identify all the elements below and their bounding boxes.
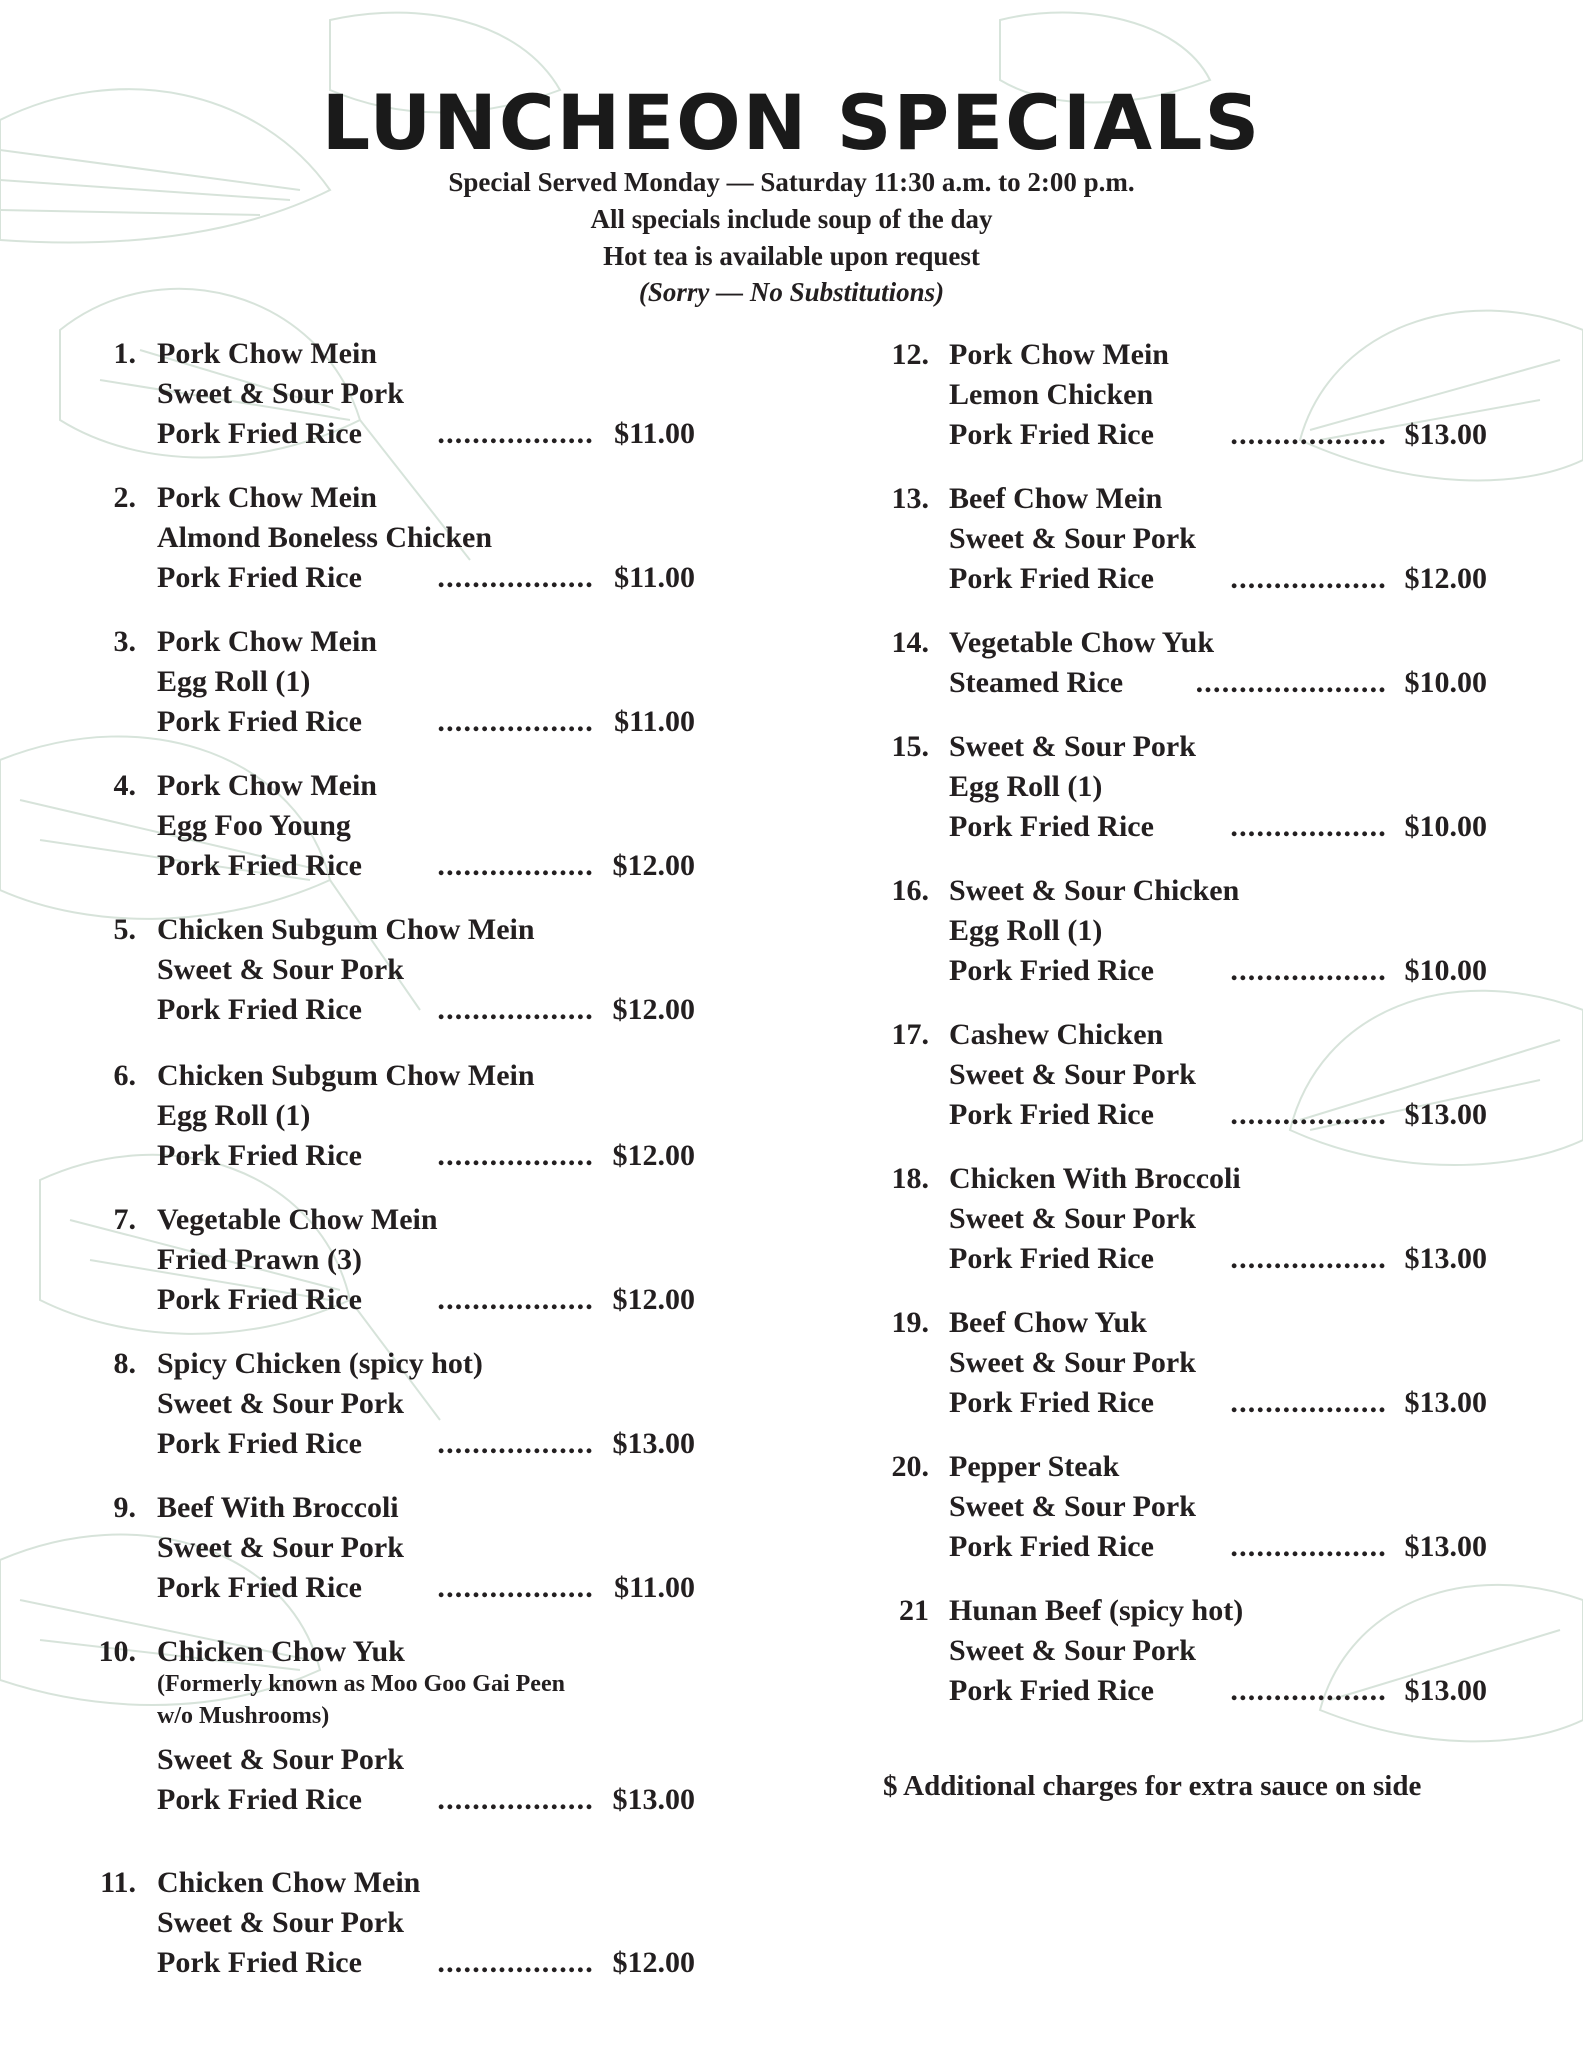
item-rice: Pork Fried Rice	[949, 1530, 1154, 1563]
item-number: 13.	[891, 482, 929, 515]
dot-leader: ..................	[1230, 418, 1387, 451]
item-side-dish: Sweet & Sour Pork	[949, 1058, 1196, 1091]
item-price: $13.00	[1404, 418, 1487, 451]
item-number: 19.	[891, 1306, 929, 1339]
item-number: 17.	[891, 1018, 929, 1051]
item-name: Spicy Chicken (spicy hot)	[157, 1347, 483, 1380]
item-number: 12.	[891, 338, 929, 371]
subtitle-no-substitutions: (Sorry — No Substitutions)	[638, 277, 945, 307]
item-side-dish: Egg Roll (1)	[949, 914, 1103, 947]
item-side-dish: Almond Boneless Chicken	[157, 521, 493, 554]
item-price: $11.00	[614, 561, 695, 594]
dot-leader: ..................	[1230, 1098, 1387, 1131]
item-number: 6.	[113, 1059, 136, 1092]
item-rice: Pork Fried Rice	[157, 1571, 362, 1604]
item-number: 8.	[113, 1347, 136, 1380]
dot-leader: ..................	[437, 417, 594, 450]
dot-leader: ..................	[437, 1427, 594, 1460]
item-rice: Pork Fried Rice	[157, 417, 362, 450]
item-rice: Pork Fried Rice	[949, 1386, 1154, 1419]
item-price: $11.00	[614, 1571, 695, 1604]
item-number: 2.	[113, 481, 136, 514]
item-side-dish: Sweet & Sour Pork	[949, 1346, 1196, 1379]
item-name: Sweet & Sour Chicken	[949, 874, 1240, 907]
dot-leader: ..................	[1230, 810, 1387, 843]
item-number: 1.	[113, 337, 136, 370]
dot-leader: ..................	[1230, 1386, 1387, 1419]
item-side-dish: Fried Prawn (3)	[157, 1243, 362, 1276]
item-side-dish: Sweet & Sour Pork	[157, 377, 404, 410]
item-price: $13.00	[1404, 1386, 1487, 1419]
dot-leader: ..................	[1230, 1530, 1387, 1563]
item-price: $12.00	[612, 1283, 695, 1316]
item-price: $12.00	[612, 993, 695, 1026]
item-price: $10.00	[1404, 810, 1487, 843]
dot-leader: ..................	[437, 1283, 594, 1316]
item-rice: Pork Fried Rice	[949, 1098, 1154, 1131]
dot-leader: ..................	[437, 1571, 594, 1604]
item-price: $10.00	[1404, 954, 1487, 987]
item-price: $11.00	[614, 705, 695, 738]
item-number: 18.	[891, 1162, 929, 1195]
item-number: 15.	[891, 730, 929, 763]
item-side-dish: Sweet & Sour Pork	[949, 1490, 1196, 1523]
item-name: Beef With Broccoli	[157, 1491, 399, 1524]
item-name: Pork Chow Mein	[949, 338, 1169, 371]
item-note: w/o Mushrooms)	[157, 1703, 330, 1729]
item-price: $12.00	[612, 849, 695, 882]
dot-leader: ..................	[437, 849, 594, 882]
item-name: Chicken Chow Yuk	[157, 1635, 405, 1668]
item-number: 14.	[891, 626, 929, 659]
dot-leader: ..................	[437, 1139, 594, 1172]
item-number: 11.	[100, 1866, 136, 1899]
item-side-dish: Sweet & Sour Pork	[157, 1387, 404, 1420]
item-price: $12.00	[612, 1139, 695, 1172]
item-side-dish: Sweet & Sour Pork	[157, 1906, 404, 1939]
item-number: 9.	[113, 1491, 136, 1524]
item-price: $13.00	[1404, 1098, 1487, 1131]
page-title: LUNCHEON SPECIALS	[321, 78, 1262, 167]
item-note: (Formerly known as Moo Goo Gai Peen	[157, 1671, 565, 1697]
item-number: 16.	[891, 874, 929, 907]
dot-leader: ..................	[437, 1946, 594, 1979]
item-rice: Pork Fried Rice	[157, 1283, 362, 1316]
dot-leader: ..................	[437, 1783, 594, 1816]
dot-leader: ..................	[1230, 954, 1387, 987]
item-rice: Pork Fried Rice	[949, 562, 1154, 595]
item-name: Vegetable Chow Yuk	[949, 626, 1215, 659]
item-side-dish: Sweet & Sour Pork	[949, 1634, 1196, 1667]
item-name: Hunan Beef (spicy hot)	[949, 1594, 1244, 1627]
item-name: Beef Chow Mein	[949, 482, 1163, 515]
item-name: Chicken With Broccoli	[949, 1162, 1241, 1195]
item-name: Chicken Chow Mein	[157, 1866, 421, 1899]
item-price: $13.00	[1404, 1242, 1487, 1275]
dot-leader: ......................	[1195, 666, 1387, 699]
dot-leader: ..................	[437, 705, 594, 738]
item-number: 21	[899, 1594, 929, 1627]
item-number: 7.	[113, 1203, 136, 1236]
item-name: Cashew Chicken	[949, 1018, 1164, 1051]
item-rice: Pork Fried Rice	[157, 1783, 362, 1816]
item-rice: Pork Fried Rice	[157, 561, 362, 594]
item-rice: Pork Fried Rice	[949, 1242, 1154, 1275]
item-rice: Pork Fried Rice	[157, 1946, 362, 1979]
item-rice: Pork Fried Rice	[157, 849, 362, 882]
subtitle-soup: All specials include soup of the day	[590, 204, 993, 234]
item-name: Pork Chow Mein	[157, 337, 377, 370]
item-rice: Pork Fried Rice	[157, 1427, 362, 1460]
item-number: 5.	[113, 913, 136, 946]
item-price: $13.00	[1404, 1674, 1487, 1707]
item-price: $11.00	[614, 417, 695, 450]
item-rice: Pork Fried Rice	[157, 1139, 362, 1172]
item-rice: Pork Fried Rice	[949, 810, 1154, 843]
item-number: 4.	[113, 769, 136, 802]
item-name: Chicken Subgum Chow Mein	[157, 1059, 535, 1092]
item-name: Pork Chow Mein	[157, 481, 377, 514]
item-name: Pork Chow Mein	[157, 769, 377, 802]
item-side-dish: Egg Roll (1)	[157, 665, 311, 698]
item-price: $13.00	[612, 1427, 695, 1460]
item-name: Vegetable Chow Mein	[157, 1203, 438, 1236]
item-price: $12.00	[1404, 562, 1487, 595]
item-rice: Pork Fried Rice	[949, 954, 1154, 987]
item-price: $13.00	[1404, 1530, 1487, 1563]
item-rice: Pork Fried Rice	[157, 993, 362, 1026]
item-name: Beef Chow Yuk	[949, 1306, 1147, 1339]
dot-leader: ..................	[1230, 1674, 1387, 1707]
item-side-dish: Egg Foo Young	[157, 809, 351, 842]
subtitle-tea: Hot tea is available upon request	[603, 241, 980, 271]
item-price: $10.00	[1404, 666, 1487, 699]
item-side-dish: Sweet & Sour Pork	[949, 522, 1196, 555]
item-number: 20.	[891, 1450, 929, 1483]
item-price: $13.00	[612, 1783, 695, 1816]
item-number: 10.	[98, 1635, 136, 1668]
item-rice: Pork Fried Rice	[949, 1674, 1154, 1707]
item-price: $12.00	[612, 1946, 695, 1979]
item-rice: Steamed Rice	[949, 666, 1124, 699]
item-side-dish: Egg Roll (1)	[157, 1099, 311, 1132]
item-name: Sweet & Sour Pork	[949, 730, 1196, 763]
dot-leader: ..................	[437, 561, 594, 594]
item-name: Pepper Steak	[949, 1450, 1120, 1483]
dot-leader: ..................	[437, 993, 594, 1026]
item-name: Chicken Subgum Chow Mein	[157, 913, 535, 946]
item-side-dish: Lemon Chicken	[949, 378, 1154, 411]
item-side-dish: Egg Roll (1)	[949, 770, 1103, 803]
dot-leader: ..................	[1230, 562, 1387, 595]
item-name: Pork Chow Mein	[157, 625, 377, 658]
subtitle-hours: Special Served Monday — Saturday 11:30 a.m. to 2:00 p.m.	[448, 167, 1135, 197]
item-number: 3.	[113, 625, 136, 658]
item-side-dish: Sweet & Sour Pork	[157, 1531, 404, 1564]
item-side-dish: Sweet & Sour Pork	[157, 1743, 404, 1776]
item-rice: Pork Fried Rice	[949, 418, 1154, 451]
dot-leader: ..................	[1230, 1242, 1387, 1275]
footnote: $ Additional charges for extra sauce on side	[883, 1770, 1422, 1802]
item-side-dish: Sweet & Sour Pork	[949, 1202, 1196, 1235]
item-side-dish: Sweet & Sour Pork	[157, 953, 404, 986]
item-rice: Pork Fried Rice	[157, 705, 362, 738]
